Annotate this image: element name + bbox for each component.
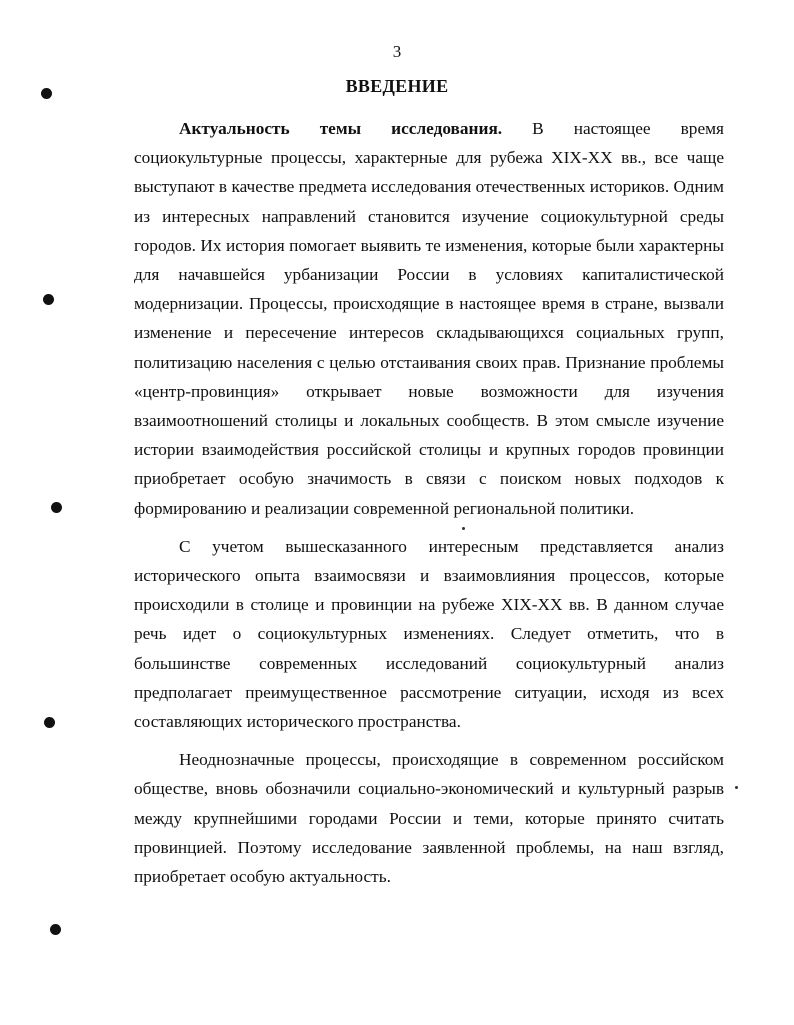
paragraph-text: С учетом вышесказанного интересным представляется анализ исторического опыта взаимосвязи и взаимовлияния процессов, которые происходили в столице и провинции на рубеже XIX-XX вв. В данном случае речь идет о социокультурных изменениях. Следует отметить, что в большинстве современных исследований социокультурный анализ предполагает преимущественное рассмотрение ситуации, исходя из всех составляющих исторического пространства. — [134, 536, 724, 732]
paragraph — [134, 114, 724, 523]
section-heading: ВВЕДЕНИЕ — [345, 76, 449, 96]
page-number: 3 — [392, 42, 402, 61]
binding-hole — [44, 717, 55, 728]
paragraph-text: Неоднозначные процессы, происходящие в современном российском обществе, вновь обозначили социально-экономический и культурный разрыв между крупнейшими городами России и теми, которые принято считать провинцией. Поэтому исследование заявленной проблемы, на наш взгляд, приобретает особую актуальность. — [134, 750, 724, 887]
paragraph — [134, 532, 724, 736]
scan-speck — [735, 786, 738, 789]
body-text — [134, 114, 724, 891]
paragraph-text: В настоящее время социокультурные процессы, характерные для рубежа XIX-XX вв., все чаще выступают в качестве предмета исследования отечественных историков. Одним из интересных направлений становится изучение социокультурной среды городов. Их история помогает выявить те изменения, которые были характерны для начавшейся урбанизации России в условиях капиталистической модернизации. Процессы, происходящие в настоящее время в стране, вызвали изменение и пересечение интересов складывающихся социальных групп, политизацию населения с целью отстаивания своих прав. Признание проблемы «центр-провинция» открывает новые возможности для изучения взаимоотношений столицы и локальных сообществ. В этом смысле изучение истории взаимодействия российской столицы и крупных городов провинции приобретает особую значимость в связи с поиском новых подходов к формированию и реализации современной региональной политики. — [134, 119, 725, 518]
binding-hole — [50, 924, 61, 935]
binding-hole — [51, 502, 62, 513]
binding-hole — [43, 294, 54, 305]
paragraph-lead: Актуальность темы исследования. — [179, 119, 503, 138]
paragraph — [134, 745, 724, 891]
